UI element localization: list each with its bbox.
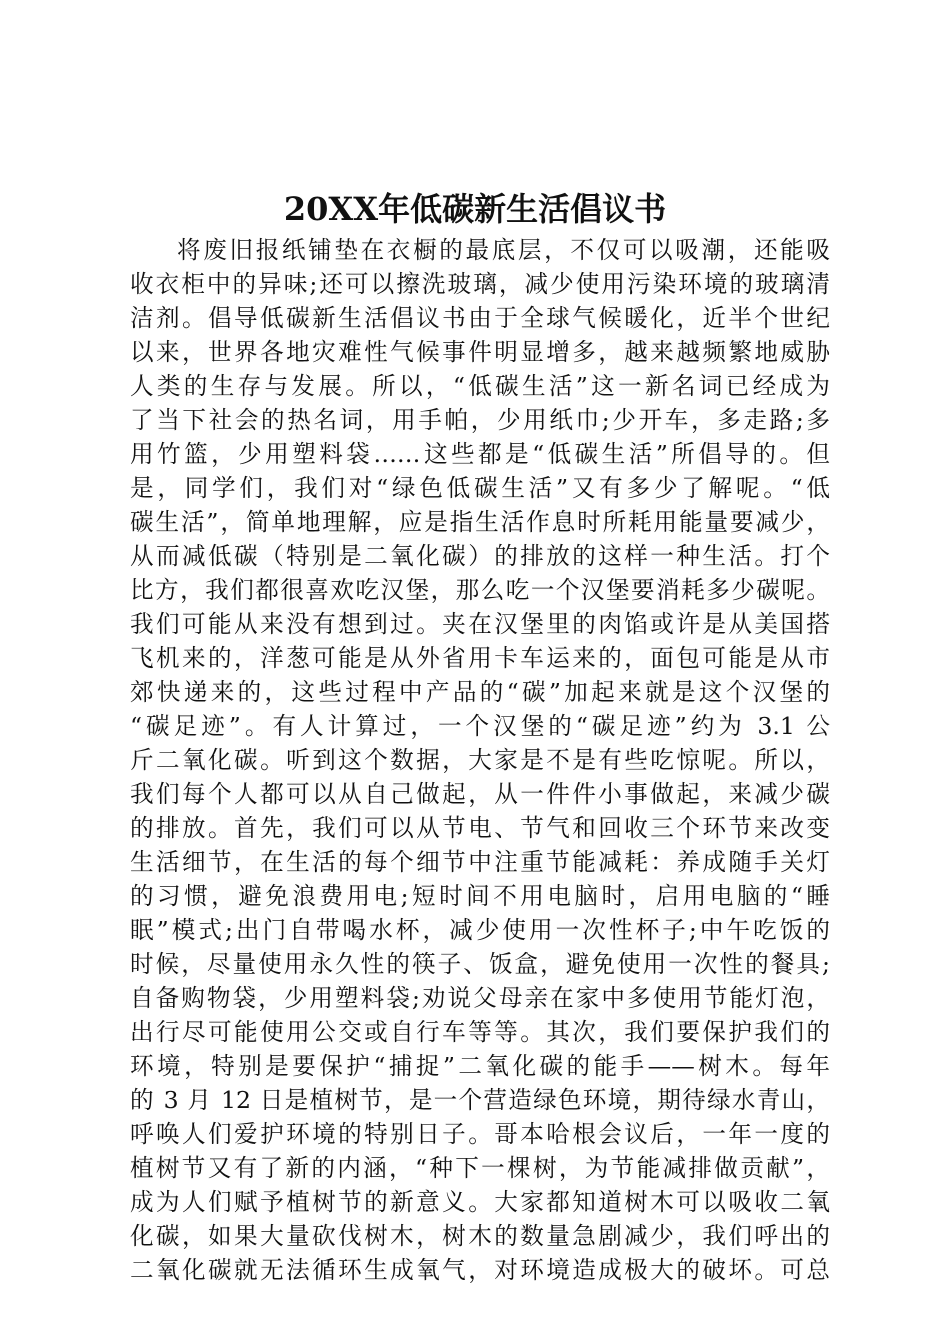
paragraph-line: 的习惯，避免浪费用电;短时间不用电脑时，启用电脑的“睡 (130, 882, 830, 910)
document-body (130, 233, 830, 1287)
paragraph-line: 的排放。首先，我们可以从节电、节气和回收三个环节来改变 (130, 814, 830, 842)
paragraph-line: 是，同学们，我们对“绿色低碳生活”又有多少了解呢。“低 (130, 474, 830, 502)
paragraph-line: 郊快递来的，这些过程中产品的“碳”加起来就是这个汉堡的 (130, 678, 830, 706)
paragraph-line: 人类的生存与发展。所以，“低碳生活”这一新名词已经成为 (130, 372, 830, 400)
paragraph-line: 眠”模式;出门自带喝水杯，减少使用一次性杯子;中午吃饭的 (130, 916, 830, 944)
paragraph-line: 将废旧报纸铺垫在衣橱的最底层，不仅可以吸潮，还能吸 (177, 236, 830, 264)
document-title: 20XX年低碳新生活倡议书 (283, 190, 667, 228)
paragraph-line: 化碳，如果大量砍伐树木，树木的数量急剧减少，我们呼出的 (130, 1222, 830, 1250)
paragraph-line: 我们每个人都可以从自己做起，从一件件小事做起，来减少碳 (130, 780, 830, 808)
paragraph-line: 比方，我们都很喜欢吃汉堡，那么吃一个汉堡要消耗多少碳呢。 (130, 576, 830, 604)
paragraph-line: 洁剂。倡导低碳新生活倡议书由于全球气候暖化，近半个世纪 (130, 304, 830, 332)
paragraph-line: 飞机来的，洋葱可能是从外省用卡车运来的，面包可能是从市 (130, 644, 830, 672)
paragraph-line: 出行尽可能使用公交或自行车等等。其次，我们要保护我们的 (130, 1018, 830, 1046)
paragraph-line: 自备购物袋，少用塑料袋;劝说父母亲在家中多使用节能灯泡， (130, 984, 830, 1012)
paragraph-line: 收衣柜中的异味;还可以擦洗玻璃，减少使用污染环境的玻璃清 (130, 270, 830, 298)
paragraph-line: 植树节又有了新的内涵，“种下一棵树，为节能减排做贡献”， (130, 1154, 830, 1182)
paragraph-line: 斤二氧化碳。听到这个数据，大家是不是有些吃惊呢。所以， (130, 746, 830, 774)
paragraph-line: 二氧化碳就无法循环生成氧气，对环境造成极大的破坏。可总 (130, 1256, 830, 1284)
paragraph-line: 了当下社会的热名词，用手帕，少用纸巾;少开车，多走路;多 (130, 406, 830, 434)
paragraph-line: 碳生活”，简单地理解，应是指生活作息时所耗用能量要减少， (130, 508, 830, 536)
paragraph-line: 从而减低碳（特别是二氧化碳）的排放的这样一种生活。打个 (130, 542, 830, 570)
paragraph-line: 用竹篮，少用塑料袋……这些都是“低碳生活”所倡导的。但 (130, 440, 830, 468)
paragraph-line: 以来，世界各地灾难性气候事件明显增多，越来越频繁地威胁 (130, 338, 830, 366)
paragraph-line: “碳足迹”。有人计算过，一个汉堡的“碳足迹”约为 3.1 公 (130, 712, 830, 740)
paragraph-line: 的 3 月 12 日是植树节，是一个营造绿色环境，期待绿水青山， (130, 1086, 830, 1114)
paragraph-line: 成为人们赋予植树节的新意义。大家都知道树木可以吸收二氧 (130, 1188, 830, 1216)
paragraph-line: 呼唤人们爱护环境的特别日子。哥本哈根会议后，一年一度的 (130, 1120, 830, 1148)
paragraph-line: 生活细节，在生活的每个细节中注重节能减耗：养成随手关灯 (130, 848, 830, 876)
paragraph-line: 环境，特别是要保护“捕捉”二氧化碳的能手——树木。每年 (130, 1052, 830, 1080)
paragraph-line: 时候，尽量使用永久性的筷子、饭盒，避免使用一次性的餐具; (130, 950, 830, 978)
paragraph-line: 我们可能从来没有想到过。夹在汉堡里的肉馅或许是从美国搭 (130, 610, 830, 638)
